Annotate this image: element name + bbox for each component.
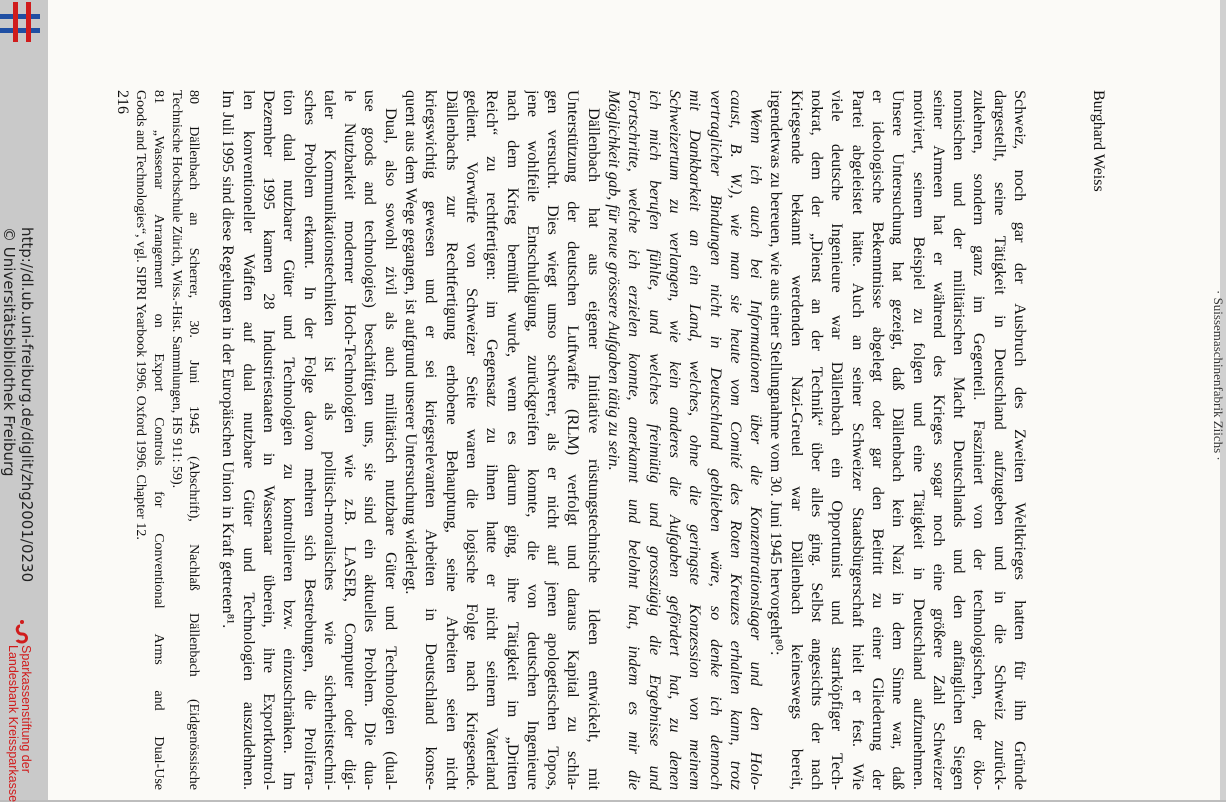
- body-line: seiner Armeen hat er während des Krieges sogar noch eine größere Zahl Schweizer: [929, 90, 949, 790]
- body2-line: Reich“ zu rechtfertigen: im Gegensatz zu ihnen hatte er nicht seinem Vaterland: [483, 90, 503, 790]
- footnotes-line: Goods and Technologies“, vgl. SIPRI Yearbook 1996. Oxford 1996. Chapter 12.: [133, 90, 149, 540]
- body3-line: le Nutzbarkeit moderner Hoch-Technologien wie z.B. LASER, Computer oder digi-: [341, 90, 361, 790]
- watermark-url: http://dl.ub.uni-freiburg.de/diglit/zhg2001/0230: [18, 227, 36, 583]
- body-paragraph-3: [218, 90, 401, 790]
- body2-line: Dällenbach hat aus eigener Initiative rüstungstechnische Ideen entwickelt, mit: [584, 108, 604, 790]
- quote-line: mit Dankbarkeit an ein Land, welches, ohne die geringste Konzession von meinem: [686, 90, 706, 790]
- body3-line: Dual, also sowohl zivil als auch militärisch nutzbare Güter und Technologien (dual-: [381, 108, 401, 790]
- author-header: Burghard Weiss: [1090, 90, 1107, 192]
- body2-line: quent aus dem Wege gegangen, ist aufgrund unserer Untersuchung widerlegt.: [402, 90, 422, 595]
- body-line: Partei abgeleistet hätte. Auch an seiner Schweizer Staatsbürgerschaft hielt er fest. Wie: [848, 90, 868, 790]
- spacer: [1030, 90, 1088, 790]
- spacer: [202, 90, 218, 790]
- watermark-copyright: © Universitätsbibliothek Freiburg: [0, 227, 18, 477]
- body-paragraph-2: [401, 90, 604, 790]
- block-quote: [604, 90, 766, 790]
- body2-line: gedient. Vorwürfe von Schweizer Seite waren die logische Folge nach Kriegsende.: [462, 90, 482, 790]
- rotated-page-content: [112, 90, 1108, 790]
- body3-line: sches Problem erkannt. In der Folge davon mehren sich Bestrebungen, die Prolifera-: [300, 90, 320, 790]
- body2-line: nach dem Krieg bemüht wurde, wenn es darum ging, ihre Tätigkeit im „Dritten: [503, 90, 523, 790]
- body-line: Kriegsende bekannt werdenden Nazi-Greuel war Dällenbach keineswegs bereit,: [787, 90, 807, 790]
- body-line: Unsere Untersuchung hat gezeigt, daß Dällenbach kein Nazi in dem Sinne war, daß: [889, 90, 909, 790]
- sponsor-text: [6, 645, 32, 802]
- body-line: er ideologische Bekenntnisse abgelegt oder gar den Beitritt zu einer Gliederung der: [868, 90, 888, 790]
- quote-line: Fortschritte, welche ich erzielen konnte, anerkannt und belohnt hat, indem es mir die: [625, 90, 645, 790]
- body-line: irgendetwas zu bereuen, wie aus einer Stellungnahme vom 30. Juni 1945 hervorgeht⁸⁰:: [767, 90, 787, 656]
- body2-line: jene wohlfeile Entschuldigung, zurückgreifen konnte, die von deutschen Ingenieure: [523, 90, 543, 790]
- body-line: viele deutsche Ingenieure war Dällenbach ein Opportunist und starrköpfiger Tech-: [828, 90, 848, 790]
- body3-line: tion dual nutzbarer Güter und Technologien zu kontrollieren bzw. einzuschränken. Im: [280, 90, 300, 790]
- footnotes: [132, 90, 202, 790]
- body3-line: use goods and technologies) beschäftigen uns, sie sind ein aktuelles Problem. Die dua-: [361, 90, 381, 790]
- body3-line: len konventioneller Waffen auf dual nutzbare Güter und Technologien auszudehnen.: [239, 90, 259, 790]
- body2-line: Dällenbachs zur Rechtfertigung erhobene Behauptung, seine Arbeiten seien nicht: [442, 90, 462, 790]
- viewer-left-strip: [0, 0, 48, 800]
- body3-line: Im Juli 1995 sind diese Regelungen in der Europäischen Union in Kraft getreten⁸¹.: [219, 90, 239, 629]
- footnotes-line: Technische Hochschule Zürich, Wiss.-Hist. Sammlungen, HS 911: 59).: [168, 90, 184, 489]
- body-line: nokrat, dem der „Dienst an der Technik“ über alles ging. Selbst angesichts der nach: [808, 90, 828, 790]
- footnotes-line: 80 Dällenbach an Scherrer, 30. Juni 1945 (Abschrift), Nachlaß Dällenbach (Eidgenössische: [186, 90, 202, 790]
- footnotes-line: 81 „Wassenar Arrangement on Export Controls for Conventional Arms and Dual-Use: [150, 90, 166, 790]
- body2-line: kriegswichtig gewesen und er sei kriegsrelevanten Arbeiten in Deutschland konse-: [422, 90, 442, 790]
- library-logo-icon: [0, 0, 40, 46]
- quote-line: Schweizertum zu verlangen, wie kein anderes die Aufgaben gefördert hat, zu denen: [665, 90, 685, 790]
- body-line: Schweiz, noch gar der Ausbruch des Zweiten Weltkrieges hatten für ihn Gründe: [1011, 90, 1030, 790]
- quote-line: vertraglicher Bindungen nicht in Deutschland geblieben wäre, so denke ich dennoch: [706, 90, 726, 790]
- body-line: motiviert, seinem Beispiel zu folgen und eine Tätigkeit in Deutschland aufzunehmen.: [909, 90, 929, 790]
- quote-line: Wenn ich auch bei Informationen über die Konzentrationslager und den Holo-: [747, 108, 767, 790]
- quote-line: Möglichkeit gab, für neue grössere Aufgaben tätig zu sein.: [605, 90, 625, 471]
- page-number: 216: [113, 90, 131, 114]
- body-line: nomischen und der militärischen Macht Deutschlands und den anfänglichen Siegen: [950, 90, 970, 790]
- quote-line: caust, B. W.), wie man sie heute vom Comité des Roten Kreuzes erhalten kann, trotz: [726, 90, 746, 790]
- quote-line: ich mich berufen fühlte, und welches freimütig und grosszügig die Ergebnisse und: [645, 90, 665, 790]
- body2-line: Unterstützung der deutschen Luftwaffe (RLM) verfolgt und daraus Kapital zu schla-: [564, 90, 584, 790]
- body-line: zukehren, sondern ganz im Gegenteil. Fasziniert von der technologischen, der öko-: [970, 90, 990, 790]
- body3-line: Dezember 1995 kamen 28 Industriestaaten in Wassenaar überein, ihre Exportkontrol-: [260, 90, 280, 790]
- body-paragraph-1: [766, 90, 1030, 790]
- sponsor-line-2: Landesbank Kreissparkasse: [6, 645, 20, 802]
- watermark-text: [0, 227, 36, 582]
- running-header-fragment: · Suissemaschinenfabrik Ziichs ·: [1211, 290, 1226, 461]
- body2-line: gen versucht. Dies wiegt umso schwerer, als er nicht auf jenen apologetischen Topos,: [544, 90, 564, 790]
- body-line: dargestellt, seine Tätigkeit in Deutschland aufzugeben und in die Schweiz zurück-: [990, 90, 1010, 790]
- sponsor-line-1: Sparkassenstiftung der: [19, 645, 33, 773]
- body3-line: taler Kommunikationstechniken ist als politisch-moralisches wie sicherheitstechni-: [320, 90, 340, 790]
